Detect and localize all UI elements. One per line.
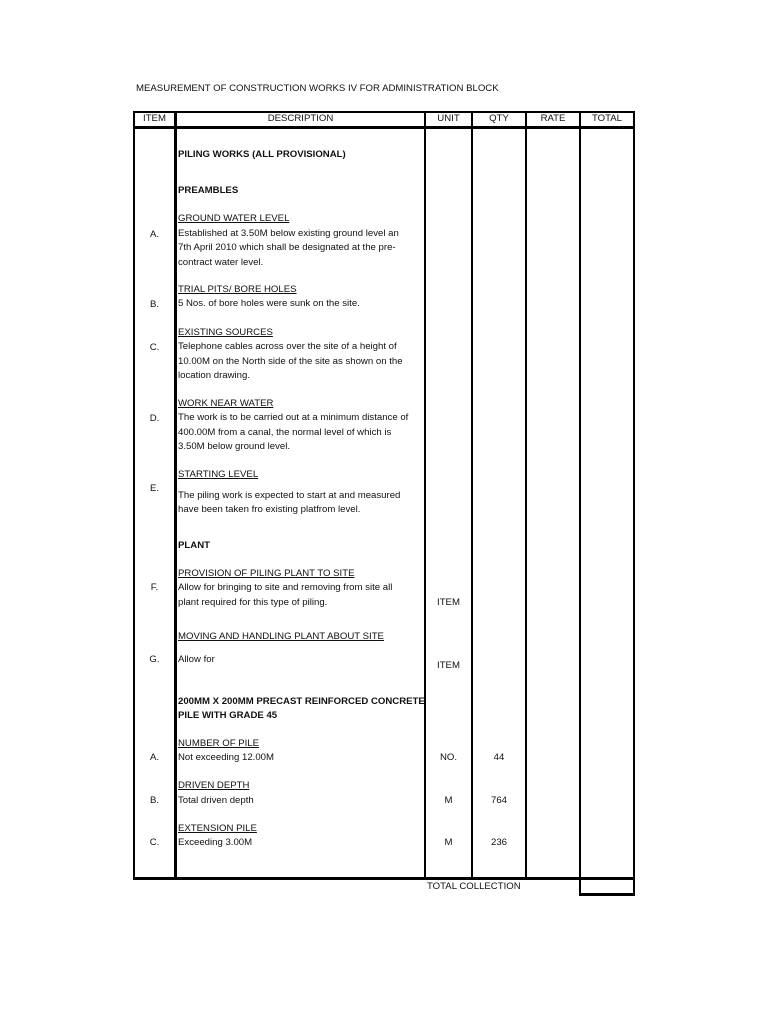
header-total: TOTAL [591, 113, 623, 124]
item-description-line: have been taken fro existing platfrom level. [178, 504, 361, 515]
item-heading: EXTENSION PILE [178, 823, 257, 834]
item-code: C. [149, 837, 160, 848]
section-piling-works: PILING WORKS (ALL PROVISIONAL) [178, 149, 346, 160]
item-description-line: The piling work is expected to start at and measured [178, 490, 401, 501]
item-qty: 236 [490, 837, 507, 848]
document-title: MEASUREMENT OF CONSTRUCTION WORKS IV FOR ADMINISTRATION BLOCK [136, 83, 499, 94]
item-description-line: 10.00M on the North side of the site as shown on the [178, 356, 403, 367]
section-precast-pile-grade: PILE WITH GRADE 45 [178, 710, 278, 721]
item-unit: ITEM [437, 660, 460, 671]
item-unit: ITEM [437, 597, 460, 608]
item-heading: STARTING LEVEL [178, 469, 259, 480]
item-unit: M [444, 795, 453, 806]
item-heading: PROVISION OF PILING PLANT TO SITE [178, 568, 355, 579]
item-description-line: contract water level. [178, 257, 264, 268]
item-code: B. [149, 795, 160, 806]
item-description-line: plant required for this type of piling. [178, 597, 328, 608]
item-heading: DRIVEN DEPTH [178, 780, 250, 791]
section-plant: PLANT [178, 540, 210, 551]
item-description-line: 5 Nos. of bore holes were sunk on the site. [178, 298, 360, 309]
item-unit: NO. [439, 752, 458, 763]
item-description-line: 7th April 2010 which shall be designated at the pre- [178, 242, 396, 253]
item-description-line: Total driven depth [178, 795, 254, 806]
total-collection-label: TOTAL COLLECTION [427, 881, 521, 892]
header-rate: RATE [540, 113, 566, 124]
item-qty: 764 [490, 795, 507, 806]
section-precast-pile: 200MM X 200MM PRECAST REINFORCED CONCRETE [178, 696, 425, 707]
item-code: B. [149, 299, 160, 310]
item-description-line: Exceeding 3.00M [178, 837, 253, 848]
item-heading: NUMBER OF PILE [178, 738, 260, 749]
item-description-line: Allow for bringing to site and removing from site all [178, 582, 393, 593]
item-heading: MOVING AND HANDLING PLANT ABOUT SITE [178, 631, 384, 642]
header-qty: QTY [489, 113, 509, 124]
section-preambles: PREAMBLES [178, 185, 239, 196]
item-description-line: 400.00M from a canal, the normal level of which is [178, 427, 392, 438]
item-description-line: Established at 3.50M below existing ground level an [178, 228, 399, 239]
item-unit: M [444, 837, 453, 848]
item-code: E. [149, 483, 160, 494]
item-description-line: Telephone cables across over the site of a height of [178, 341, 397, 352]
item-description-line: Allow for [178, 654, 215, 665]
item-code: D. [149, 413, 160, 424]
item-description-line: location drawing. [178, 370, 250, 381]
item-code: A. [149, 752, 160, 763]
header-item: ITEM [143, 113, 166, 124]
item-qty: 44 [493, 752, 505, 763]
total-collection-cell [581, 880, 633, 893]
item-description-line: 3.50M below ground level. [178, 441, 290, 452]
item-heading: EXISTING SOURCES [178, 327, 273, 338]
header-description: DESCRIPTION [267, 113, 334, 124]
item-heading: TRIAL PITS/ BORE HOLES [178, 284, 297, 295]
item-description-line: The work is to be carried out at a minimum distance of [178, 412, 409, 423]
item-code: G. [149, 654, 160, 665]
item-heading: WORK NEAR WATER [178, 398, 274, 409]
header-unit: UNIT [437, 113, 460, 124]
item-code: F. [150, 582, 159, 593]
item-description-line: Not exceeding 12.00M [178, 752, 274, 763]
item-heading: GROUND WATER LEVEL [178, 213, 290, 224]
item-code: C. [149, 342, 160, 353]
item-code: A. [149, 229, 160, 240]
